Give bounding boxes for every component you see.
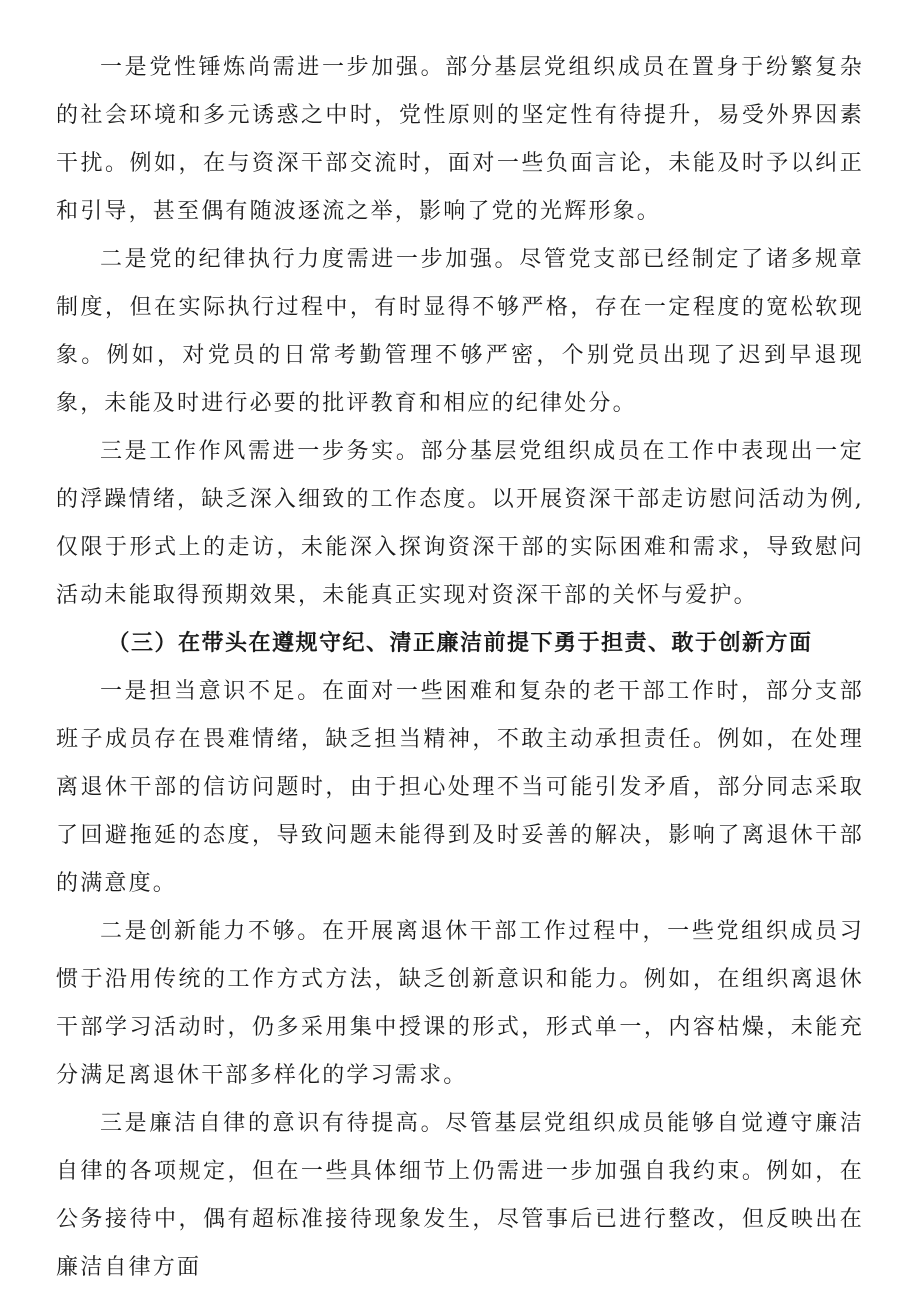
paragraph-integrity: 三是廉洁自律的意识有待提高。尽管基层党组织成员能够自觉遵守廉洁自律的各项规定，但在一些具体细节上仍需进一步加强自我约束。例如，在公务接待中，偶有超标准接待现象发生，尽管事后已进行整改，但反映出在廉洁自律方面 [56, 1111, 864, 1280]
paragraph-work-style: 三是工作作风需进一步务实。部分基层党组织成员在工作中表现出一定的浮躁情绪，缺乏深入细致的工作态度。以开展资深干部走访慰问活动为例,仅限于形式上的走访，未能深入探询资深干部的实际困难和需求，导致慰问活动未能取得预期效果，未能真正实现对资深干部的关怀与爱护。 [56, 439, 864, 608]
section-heading: （三）在带头在遵规守纪、清正廉洁前提下勇于担责、敢于创新方面 [107, 631, 813, 656]
paragraph-discipline: 二是党的纪律执行力度需进一步加强。尽管党支部已经制定了诸多规章制度，但在实际执行过程中，有时显得不够严格，存在一定程度的宽松软现象。例如，对党员的日常考勤管理不够严密，个别党员出现了迟到早退现象，未能及时进行必要的批评教育和相应的纪律处分。 [56, 247, 864, 416]
paragraph-responsibility: 一是担当意识不足。在面对一些困难和复杂的老干部工作时，部分支部班子成员存在畏难情绪，缺乏担当精神，不敢主动承担责任。例如，在处理离退休干部的信访问题时，由于担心处理不当可能引发矛盾，部分同志采取了回避拖延的态度，导致问题未能得到及时妥善的解决，影响了离退休干部的满意度。 [56, 679, 864, 896]
paragraph-party-spirit: 一是党性锤炼尚需进一步加强。部分基层党组织成员在置身于纷繁复杂的社会环境和多元诱惑之中时，党性原则的坚定性有待提升，易受外界因素干扰。例如，在与资深干部交流时，面对一些负面言论，未能及时予以纠正和引导，甚至偶有随波逐流之举，影响了党的光辉形象。 [56, 55, 864, 224]
paragraph-innovation: 二是创新能力不够。在开展离退休干部工作过程中，一些党组织成员习惯于沿用传统的工作方式方法，缺乏创新意识和能力。例如，在组织离退休干部学习活动时，仍多采用集中授课的形式，形式单一，内容枯燥，未能充分满足离退休干部多样化的学习需求。 [56, 919, 864, 1088]
